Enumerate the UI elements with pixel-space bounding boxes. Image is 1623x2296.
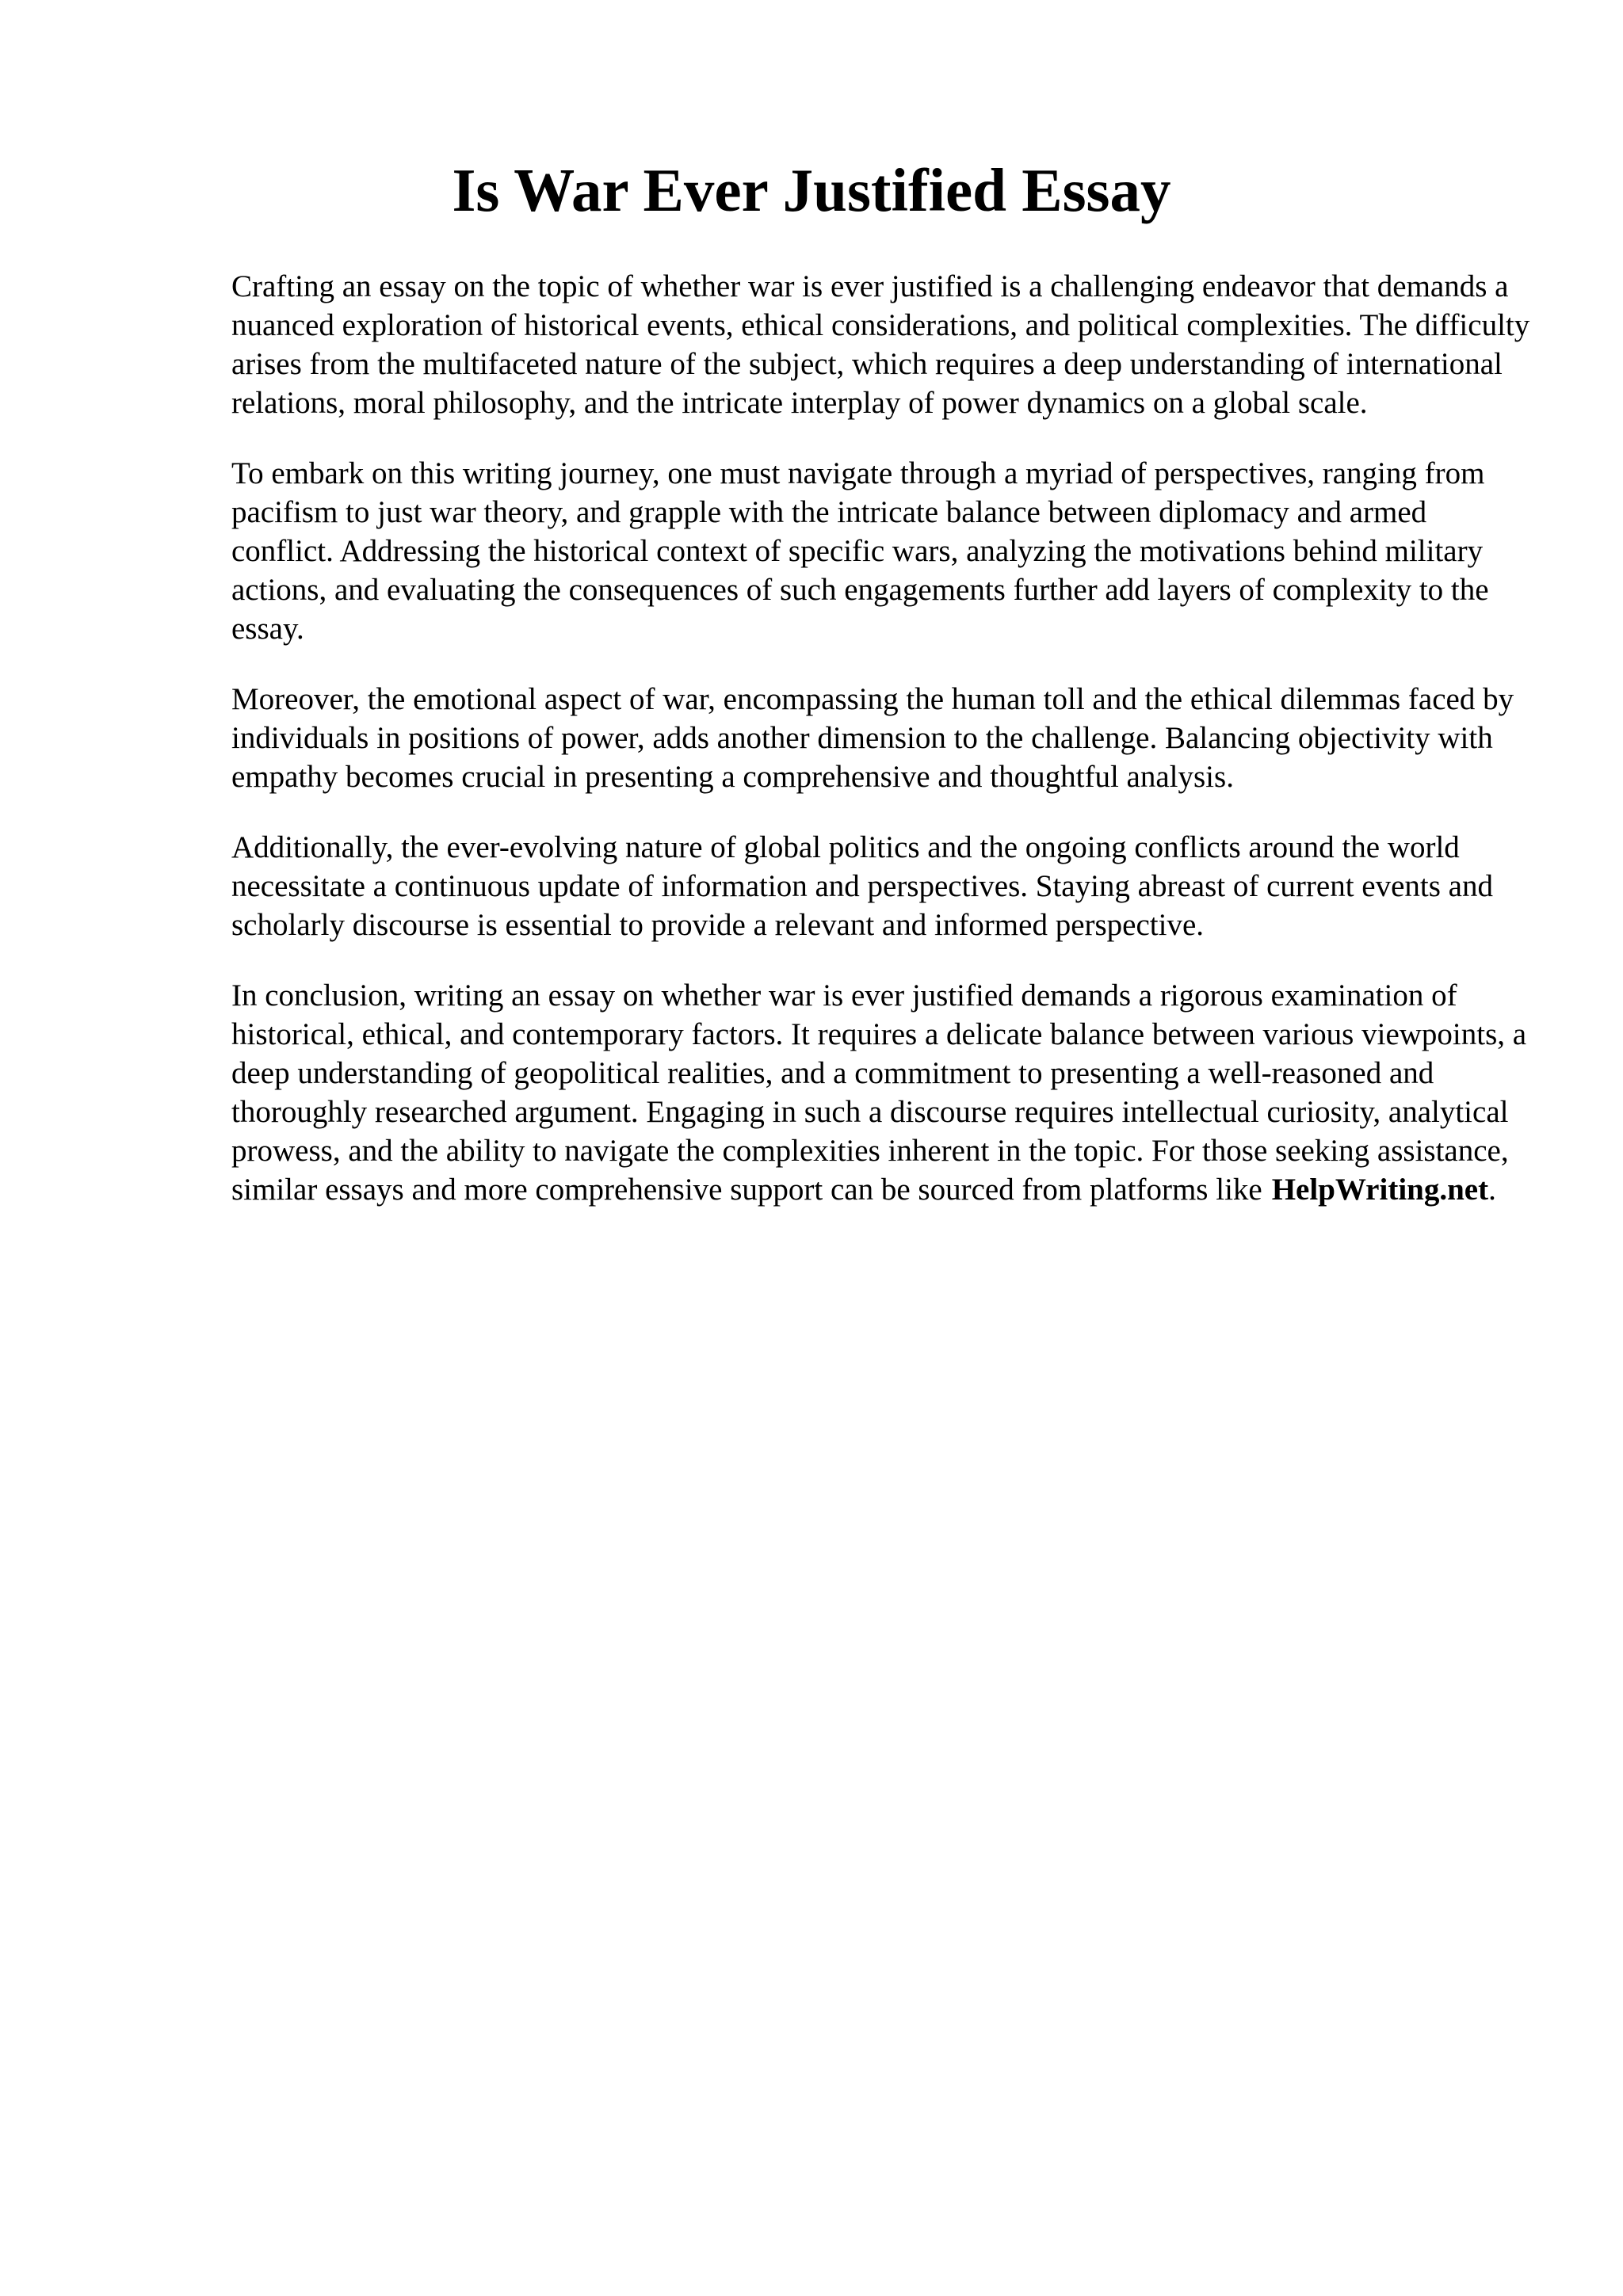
paragraph-4: Additionally, the ever-evolving nature of global politics and the ongoing conflicts around the world necessitate a continuous update of information and perspectives. Staying abreast of current events and scholarly discourse is essential to provide a relevant and informed perspective. [231,830,1493,942]
paragraph-conclusion [231,976,1531,1209]
paragraph-2: To embark on this writing journey, one must navigate through a myriad of perspectives, ranging from pacifism to just war theory, and grapple with the intricate balance between diplomacy and armed conflict. Addressing the historical context of specific wars, analyzing the motivations behind military actions, and evaluating the consequences of such engagements further add layers of complexity to the essay. [231,456,1489,646]
conclusion-text: In conclusion, writing an essay on whether war is ever justified demands a rigorous examination of historical, ethical, and contemporary factors. It requires a delicate balance between various viewpoints, a deep understanding of geopolitical realities, and a commitment to presenting a well-reasoned and thoroughly researched argument. Engaging in such a discourse requires intellectual curiosity, analytical prowess, and the ability to navigate the complexities inherent in the topic. For those seeking assistance, similar essays and more comprehensive support can be sourced from platforms like [231,978,1527,1207]
paragraph-1: Crafting an essay on the topic of whether war is ever justified is a challenging endeavor that demands a nuanced exploration of historical events, ethical considerations, and political complexities. The difficulty arises from the multifaceted nature of the subject, which requires a deep understanding of international relations, moral philosophy, and the intricate interplay of power dynamics on a global scale. [231,269,1530,420]
conclusion-period: . [1488,1173,1496,1207]
page-title: Is War Ever Justified Essay [452,156,1171,224]
helpwriting-link[interactable]: HelpWriting.net [1271,1173,1489,1207]
essay-body [231,267,1531,1241]
paragraph-3: Moreover, the emotional aspect of war, encompassing the human toll and the ethical dilemmas faced by individuals in positions of power, adds another dimension to the challenge. Balancing objectivity with empathy becomes crucial in presenting a comprehensive and thoughtful analysis. [231,682,1514,794]
